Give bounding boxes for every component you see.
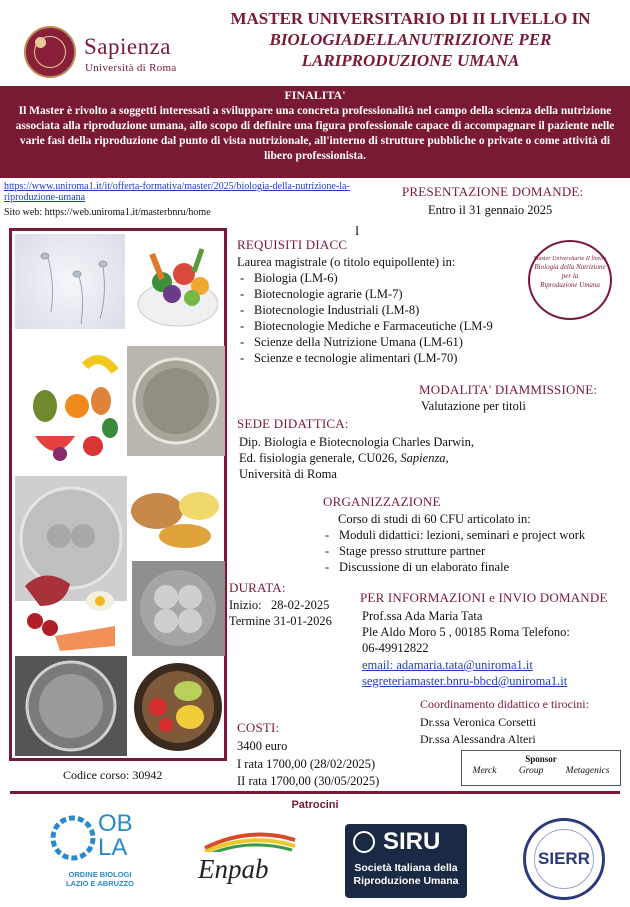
info-address: Ple Aldo Moro 5 , 00185 Roma Telefono:	[362, 625, 570, 639]
patrocini-title: Patrocini	[291, 799, 339, 811]
ammissione-title: MODALITA' DIAMMISSIONE:	[419, 382, 598, 397]
fruits-image	[15, 346, 127, 471]
meat-fish-image	[15, 566, 127, 656]
badge-line1: Master Universitario II livello	[533, 256, 607, 262]
inizio-label: Inizio:	[229, 598, 262, 612]
durata-inizio	[229, 597, 329, 613]
logo-name: Sapienza	[84, 34, 172, 59]
costi-total: 3400 euro	[237, 739, 288, 753]
sponsor-metagenics: Metagenics	[565, 766, 610, 776]
site-url[interactable]: https://web.uniroma1.it/masterbnru/home	[44, 207, 211, 218]
master-badge	[528, 240, 612, 320]
oocyte-image	[127, 346, 225, 456]
university-seal-icon	[24, 26, 76, 78]
logo-subtitle: Università di Roma	[85, 62, 177, 74]
siru-sub2: Riproduzione Umana	[353, 875, 459, 887]
inizio-value: 28-02-2025	[271, 598, 330, 612]
stray-char: I	[355, 224, 360, 238]
info-phone: 06-49912822	[362, 641, 429, 655]
vegetables-bowl-image	[132, 234, 224, 339]
sede-line2	[239, 450, 539, 466]
sede-line3: Università di Roma	[239, 467, 337, 481]
coordinamento-person2: Dr.ssa Alessandra Alteri	[420, 732, 536, 746]
offerta-link[interactable]: https://www.uniroma1.it/it/offerta-formativa/master/2025/biologia-della-nutrizione-la-riproduzione-umana	[4, 181, 350, 203]
list-item: - Scienze della Nutrizione Umana (LM-61)	[240, 334, 493, 350]
durata-termine	[229, 613, 332, 629]
info-title: PER INFORMAZIONI e INVIO DOMANDE	[360, 590, 608, 605]
sede-body	[239, 434, 539, 482]
finalita-banner	[0, 86, 630, 178]
organizzazione-title: ORGANIZZAZIONE	[323, 494, 441, 509]
image-collage	[9, 228, 227, 761]
sponsor-box	[461, 750, 621, 786]
title-line3: LARIPRODUZIONE UMANA	[301, 51, 520, 70]
termine-value: 31-01-2026	[273, 614, 332, 628]
ammissione-value: Valutazione per titoli	[421, 399, 526, 413]
enpab-text: Enpab	[198, 854, 269, 884]
codice-corso: Codice corso: 30942	[63, 768, 163, 782]
morula-image	[132, 561, 225, 656]
sede-line2b: Sapienza	[400, 451, 446, 465]
badge-line4: Riproduzione Umana	[540, 281, 600, 289]
obla-text2: LA	[98, 834, 128, 861]
list-item: - Stage presso strutture partner	[325, 543, 585, 559]
siru-sub1: Società Italiana della	[354, 862, 458, 874]
avocado-plate-image	[130, 659, 226, 755]
list-item: - Moduli didattici: lezioni, seminari e project work	[325, 527, 585, 543]
presentazione-value: Entro il 31 gennaio 2025	[428, 203, 553, 217]
blastocyst-image	[15, 656, 127, 756]
organizzazione-intro: Corso di studi di 60 CFU articolato in:	[338, 512, 531, 526]
badge-line2: Biologia della Nutrizione	[534, 263, 606, 271]
sede-line1: Dip. Biologia e Biotecnologia Charles Darwin,	[239, 435, 475, 449]
durata-title: DURATA:	[229, 580, 286, 595]
coordinamento-title: Coordinamento didattico e tirocini:	[420, 697, 589, 711]
sede-line2a: Ed. fisiologia generale, CU026,	[239, 451, 401, 465]
list-item: - Biotecnologie agrarie (LM-7)	[240, 286, 493, 302]
list-item: - Biotecnologie Industriali (LM-8)	[240, 302, 493, 318]
list-item: - Scienze e tecnologie alimentari (LM-70)	[240, 350, 493, 366]
list-item: - Biotecnologie Mediche e Farmaceutiche (LM-9	[240, 318, 493, 334]
info-name: Prof.ssa Ada Maria Tata	[362, 609, 483, 623]
page-title	[198, 8, 623, 71]
obla-emblem-icon	[50, 814, 96, 862]
sierr-text: SIERR	[538, 849, 590, 868]
badge-line3: per la	[561, 272, 579, 280]
coordinamento-person1: Dr.ssa Veronica Corsetti	[420, 715, 537, 729]
list-item: - Discussione di un elaborato finale	[325, 559, 585, 575]
enpab-logo	[190, 830, 300, 890]
list-item: - Biologia (LM-6)	[240, 270, 493, 286]
requisiti-intro: Laurea magistrale (o titolo equipollente) in:	[237, 255, 456, 269]
requisiti-list	[240, 270, 493, 366]
sponsor-title: Sponsor	[525, 754, 557, 764]
obla-sub2: LAZIO E ABRUZZO	[65, 879, 135, 888]
obla-logo	[50, 812, 150, 897]
finalita-title: FINALITA'	[284, 88, 346, 102]
sponsor-names	[462, 766, 620, 776]
siru-text: SIRU	[383, 828, 441, 855]
info-email[interactable]: email: adamaria.tata@uniroma1.it	[362, 658, 533, 672]
enpab-swoosh-icon	[200, 830, 300, 852]
obla-text1: OB	[98, 810, 133, 837]
sede-line2c: ,	[445, 451, 449, 465]
title-line1: MASTER UNIVERSITARIO DI II LIVELLO IN	[230, 9, 591, 28]
footer-divider	[10, 791, 620, 794]
grains-pasta-image	[127, 476, 225, 556]
costi-title: COSTI:	[237, 720, 280, 735]
info-email2[interactable]: segreteriamaster.bnru-bbcd@uniroma1.it	[362, 674, 568, 688]
sponsor-merck: Merck Group	[472, 766, 544, 776]
presentazione-title: PRESENTAZIONE DOMANDE:	[402, 184, 584, 199]
sapienza-logo	[22, 24, 202, 82]
site-line	[4, 207, 211, 218]
costi-rata2: II rata 1700,00 (30/05/2025)	[237, 774, 380, 788]
costi-rata1: I rata 1700,00 (28/02/2025)	[237, 757, 376, 771]
termine-label: Termine	[229, 614, 271, 628]
siru-emblem-icon	[353, 831, 375, 853]
sede-title: SEDE DIDATTICA:	[237, 416, 349, 431]
organizzazione-list	[325, 527, 585, 575]
site-label: Sito web:	[4, 207, 43, 218]
finalita-body: Il Master è rivolto a soggetti interessati a sviluppare una concreta professionalità nel campo della scienza della nutrizione associata alla riproduzione umana, allo scopo di definire una figura professionale capace di accompagnare il paziente nelle varie fasi della riproduzione dal punto di vista nutrizionale, all'interno di strutture pubbliche o private o come attività di libero professionista.	[15, 105, 615, 162]
sperm-image	[15, 234, 125, 329]
sierr-logo	[523, 818, 605, 900]
requisiti-title: REQUISITI DIACC	[237, 237, 348, 252]
obla-sub1: ORDINE BIOLOGI	[68, 870, 132, 879]
siru-logo	[345, 824, 467, 898]
title-line2: BIOLOGIADELLANUTRIZIONE PER	[269, 30, 552, 49]
